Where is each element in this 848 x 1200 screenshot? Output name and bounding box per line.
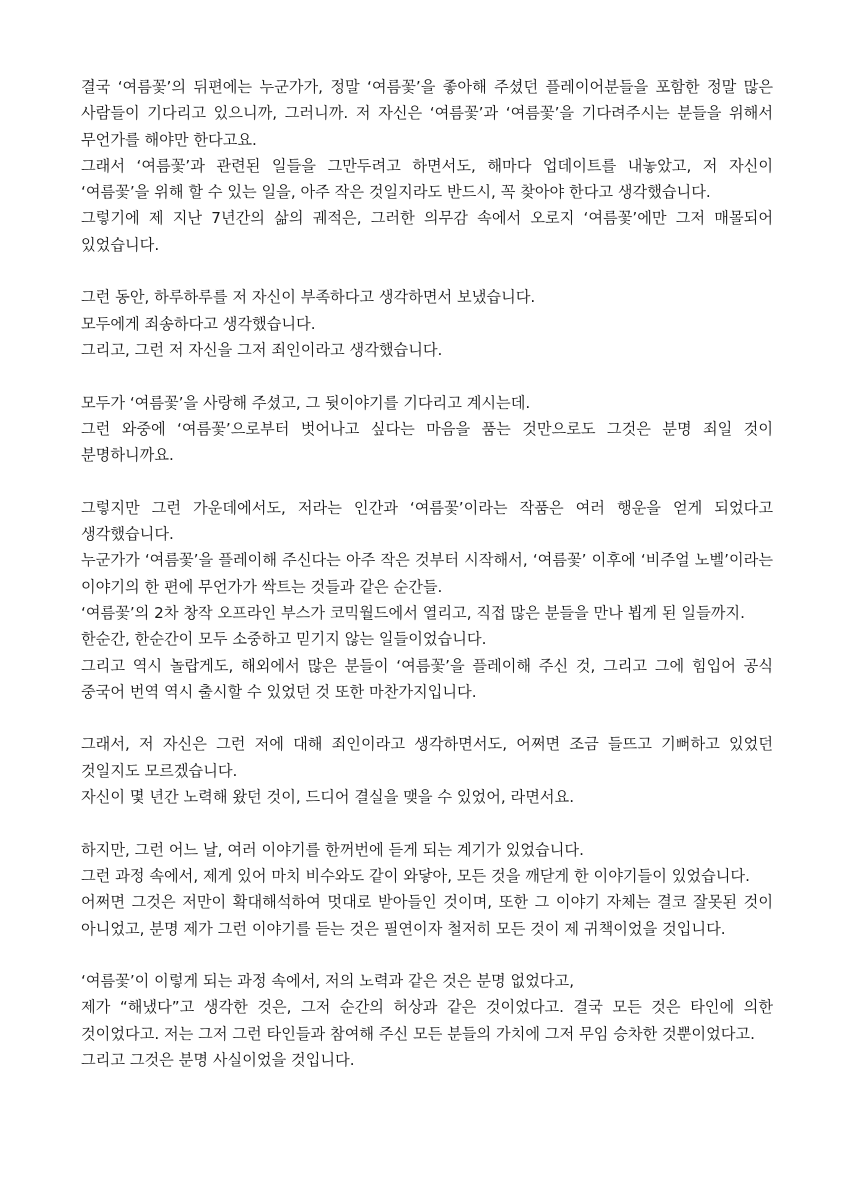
paragraph-7 <box>81 968 773 1073</box>
document-body <box>81 74 773 1073</box>
paragraph-1 <box>81 74 773 258</box>
paragraph-line: 하지만, 그런 어느 날, 여러 이야기를 한꺼번에 듣게 되는 계기가 있었습니다. <box>81 840 584 859</box>
paragraph-line: 그렇기에 제 지난 7년간의 삶의 궤적은, 그러한 의무감 속에서 오로지 ‘여름꽃’에만 그저 매몰되어 있었습니다. <box>81 209 773 254</box>
paragraph-line: 모두가 ‘여름꽃’을 사랑해 주셨고, 그 뒷이야기를 기다리고 계시는데. <box>81 393 531 412</box>
paragraph-line: 어쩌면 그것은 저만이 확대해석하여 멋대로 받아들인 것이며, 또한 그 이야기 자체는 결코 잘못된 것이 아니었고, 분명 제가 그런 이야기를 듣는 것은 필연이자 철저히 모든 것이 제 귀책이었을 것입니다. <box>81 893 773 938</box>
paragraph-line: 그래서, 저 자신은 그런 저에 대해 죄인이라고 생각하면서도, 어쩌면 조금 들뜨고 기뻐하고 있었던 것일지도 모르겠습니다. <box>81 735 773 780</box>
paragraph-line: 그런 동안, 하루하루를 저 자신이 부족하다고 생각하면서 보냈습니다. <box>81 288 536 307</box>
paragraph-line: 한순간, 한순간이 모두 소중하고 믿기지 않는 일들이었습니다. <box>81 630 487 649</box>
paragraph-line: 그렇지만 그런 가운데에서도, 저라는 인간과 ‘여름꽃’이라는 작품은 여러 행운을 얻게 되었다고 생각했습니다. <box>81 498 773 544</box>
paragraph-6 <box>81 837 773 942</box>
paragraph-line: 그런 과정 속에서, 제게 있어 마치 비수와도 같이 와닿아, 모든 것을 깨닫게 한 이야기들이 있었습니다. <box>81 866 750 885</box>
paragraph-4 <box>81 495 773 705</box>
paragraph-line: 모두에게 죄송하다고 생각했습니다. <box>81 314 316 333</box>
paragraph-line: 제가 “해냈다”고 생각한 것은, 그저 순간의 허상과 같은 것이었다고. 결국 모든 것은 타인에 의한 것이었다고. 저는 그저 그런 타인들과 참여해 주신 모든 분들의 가치에 그저 무임 승차한 것뿐이었다고. <box>81 998 773 1043</box>
paragraph-line: 그리고 역시 놀랍게도, 해외에서 많은 분들이 ‘여름꽃’을 플레이해 주신 것, 그리고 그에 힘입어 공식 중국어 번역 역시 출시할 수 있었던 것 또한 마찬가지입니다. <box>81 656 773 701</box>
paragraph-line: 자신이 몇 년간 노력해 왔던 것이, 드디어 결실을 맺을 수 있었어, 라면서요. <box>81 788 575 807</box>
paragraph-line: 그래서 ‘여름꽃’과 관련된 일들을 그만두려고 하면서도, 해마다 업데이트를 내놓았고, 저 자신이 ‘여름꽃’을 위해 할 수 있는 일을, 아주 작은 것일지라도 반드시, 꼭 찾아야 한다고 생각했습니다. <box>81 156 773 202</box>
paragraph-5 <box>81 731 773 810</box>
paragraph-line: 결국 ‘여름꽃’의 뒤편에는 누군가가, 정말 ‘여름꽃’을 좋아해 주셨던 플레이어분들을 포함한 정말 많은 사람들이 기다리고 있으니까, 그러니까. 저 자신은 ‘여름꽃’과 ‘여름꽃’을 기다려주시는 분들을 위해서 무언가를 해야만 한다고요. <box>81 78 773 149</box>
paragraph-3 <box>81 390 773 469</box>
paragraph-line: 그리고, 그런 저 자신을 그저 죄인이라고 생각했습니다. <box>81 340 443 359</box>
paragraph-2 <box>81 284 773 363</box>
paragraph-line: 누군가가 ‘여름꽃’을 플레이해 주신다는 아주 작은 것부터 시작해서, ‘여름꽃’ 이후에 ‘비주얼 노벨’이라는 이야기의 한 편에 무언가가 싹트는 것들과 같은 순간들. <box>81 551 773 596</box>
paragraph-line: ‘여름꽃’의 2차 창작 오프라인 부스가 코믹월드에서 열리고, 직접 많은 분들을 만나 뵙게 된 일들까지. <box>81 603 745 622</box>
paragraph-line: 그런 와중에 ‘여름꽃’으로부터 벗어나고 싶다는 마음을 품는 것만으로도 그것은 분명 죄일 것이 분명하니까요. <box>81 419 773 465</box>
paragraph-line: ‘여름꽃’이 이렇게 되는 과정 속에서, 저의 노력과 같은 것은 분명 없었다고, <box>81 972 575 991</box>
paragraph-line: 그리고 그것은 분명 사실이었을 것입니다. <box>81 1050 355 1069</box>
